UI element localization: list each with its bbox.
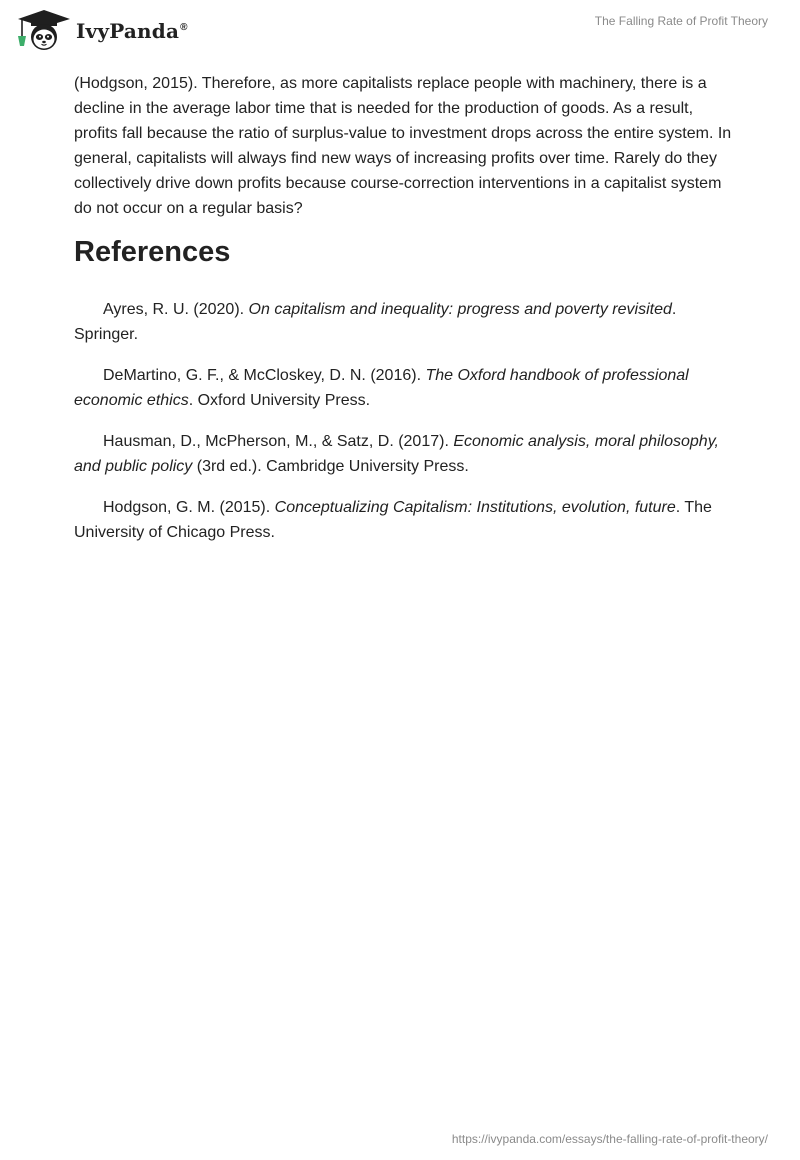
- reference-title: Economic analysis, moral philosophy, and public policy: [74, 433, 719, 475]
- reference-title: The Oxford handbook of professional economic ethics: [74, 367, 689, 409]
- reference-title: Conceptualizing Capitalism: Institutions, evolution, future: [274, 499, 676, 516]
- reference-item: [74, 495, 734, 545]
- reference-title: On capitalism and inequality: progress and poverty revisited: [248, 301, 672, 318]
- reference-publisher: . The University of Chicago Press.: [74, 499, 712, 541]
- ivypanda-logo[interactable]: [14, 8, 188, 52]
- reference-publisher: . Oxford University Press.: [188, 392, 371, 409]
- reference-item: [74, 429, 734, 479]
- references-heading: References: [74, 236, 231, 268]
- reference-list: [74, 297, 734, 561]
- reference-authors: DeMartino, G. F., & McCloskey, D. N. (2016).: [103, 367, 426, 384]
- registered-mark: ®: [180, 21, 188, 33]
- document-title: The Falling Rate of Profit Theory: [594, 14, 768, 28]
- logo-wordmark: [76, 19, 188, 43]
- reference-publisher: . Springer.: [74, 301, 677, 343]
- reference-authors: Ayres, R. U. (2020).: [103, 301, 249, 318]
- reference-publisher: (3rd ed.). Cambridge University Press.: [192, 458, 469, 475]
- source-url-link[interactable]: https://ivypanda.com/essays/the-falling-rate-of-profit-theory/: [451, 1132, 768, 1146]
- panda-graduate-icon: [14, 8, 72, 52]
- reference-authors: Hausman, D., McPherson, M., & Satz, D. (2017).: [103, 433, 454, 450]
- reference-item: [74, 297, 734, 347]
- logo-name: IvyPanda: [76, 18, 180, 43]
- reference-authors: Hodgson, G. M. (2015).: [103, 499, 275, 516]
- reference-item: [74, 363, 734, 413]
- body-paragraph: (Hodgson, 2015). Therefore, as more capitalists replace people with machinery, there is a decline in the average labor time that is needed for the production of goods. As a result, profits fall because the ratio of surplus-value to investment drops across the entire system. In general, capitalists will always find new ways of increasing profits over time. Rarely do they collectively drive down profits because course-correction interventions in a capitalist system do not occur on a regular basis?: [74, 75, 732, 217]
